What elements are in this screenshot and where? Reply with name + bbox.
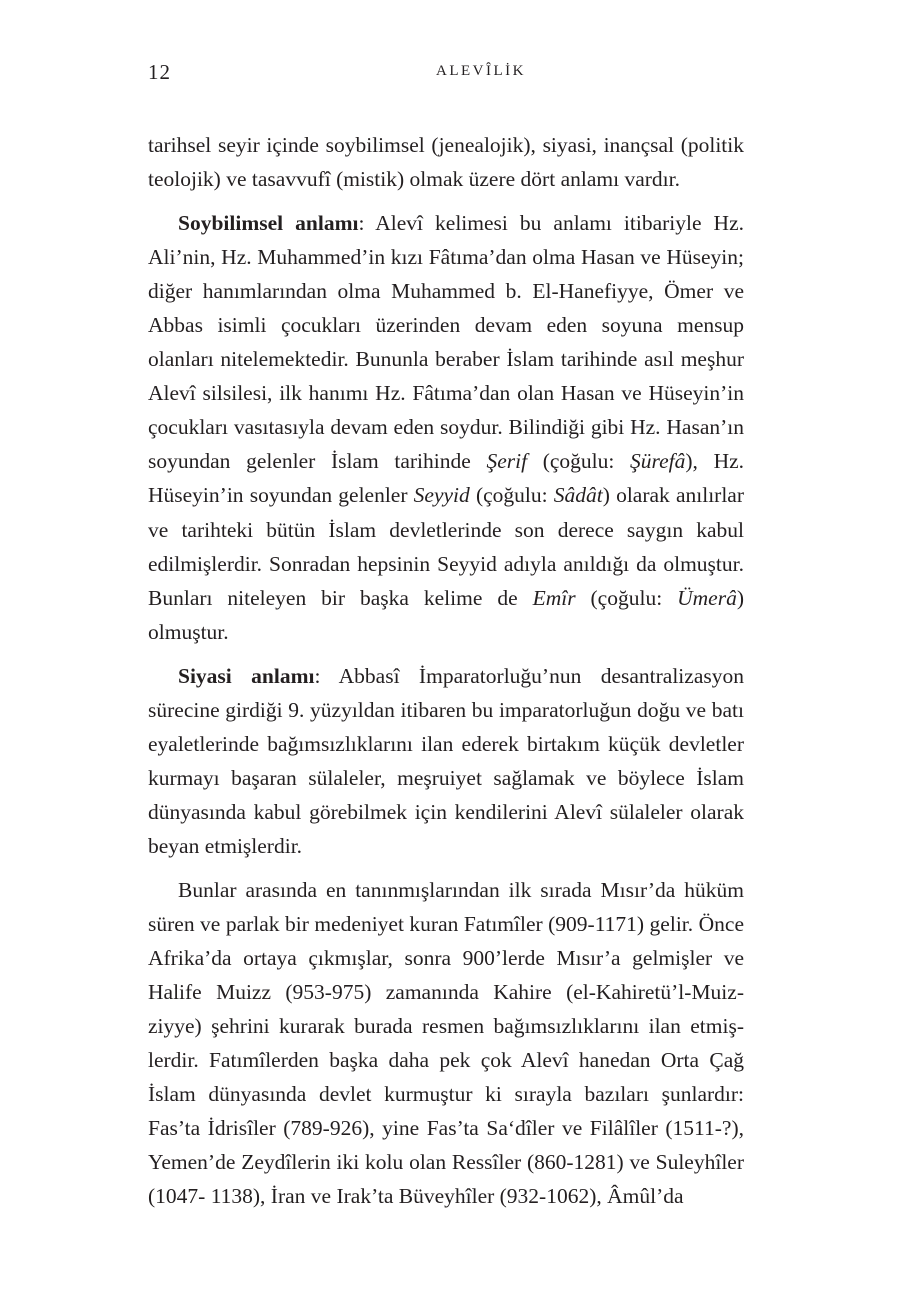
body-text [148, 128, 744, 1223]
page-number: 12 [148, 60, 171, 84]
text-run: : Abbasî İmparatorluğu’nun desantralizasyon sürecine girdiği 9. yüzyıldan itibaren bu imparatorluğun doğu ve batı eyaletlerinde bağımsızlıklarını ilan ederek birtakım küçük devletler kurmayı başaran sülaleler, meşruiyet sağlamak ve böylece İslam dünyasında kabul görebilmek için kendilerini Alevî sülaleler olarak beyan etmişlerdir. [148, 663, 744, 858]
text-run: tarihsel seyir içinde soybilimsel (jenealojik), siyasi, inançsal (politik teolojik) ve tasavvufî (mistik) olmak üzere dört anlamı vardır. [148, 133, 744, 192]
italic-term: Şerif [486, 449, 528, 474]
text-run: ) olarak anılırlar ve tarihteki bütün İslam devletlerinde son derece saygın kabul edilmişlerdir. Sonradan hepsinin Seyyid adıyla anıldığı da olmuştur. Bunları niteleyen bir başka kelime de [148, 483, 744, 610]
italic-term: Sâdât [553, 483, 603, 508]
italic-term: Ümerâ [677, 585, 737, 610]
text-run: (çoğulu: [575, 585, 678, 610]
paragraph-lead: Soybilimsel anlamı [178, 211, 359, 236]
paragraph [148, 873, 744, 1213]
paragraph [148, 206, 744, 649]
running-header [148, 60, 744, 88]
text-run: ) olmuştur. [148, 585, 745, 644]
italic-term: Emîr [532, 585, 576, 610]
italic-term: Seyyid [413, 483, 470, 508]
text-run: Bunlar arasında en tanınmışlarından ilk sırada Mısır’da hüküm süren ve parlak bir medeniyet kuran Fatımîler (909-1171) gelir. Önce Afrika’da ortaya çıkmışlar, sonra 900’lerde Mısır’a gelmişler ve Halife Muizz (953-975) zamanında Kahire (el-Kahiretü’l-Muizziyye) şehrini kurarak burada resmen bağımsızlıklarını ilan etmişlerdir. Fatımîlerden başka daha pek çok Alevî hanedan Orta Çağ İslam dünyasında devlet kurmuştur ki sırayla bazıları şunlardır: Fas’ta İdrisîler (789-926), yine Fas’ta Sa‘dîler ve Filâlîler (1511-?), Yemen’de Zeydîlerin iki kolu olan Ressîler (860-1281) ve Suleyhîler (1047- 1138), İran ve Irak’ta Büveyhîler (932-1062), Âmûl’da [148, 877, 744, 1209]
paragraph-lead: Siyasi anlamı [178, 663, 315, 688]
paragraph [148, 128, 744, 196]
text-run: (çoğulu: [469, 483, 554, 508]
text-run: : Alevî kelimesi bu anlamı itibariyle Hz. Ali’nin, Hz. Muhammed’in kızı Fâtıma’dan olma Hasan ve Hüseyin; diğer hanımlarından olma Muhammed b. El-Hanefiyye, Ömer ve Abbas isimli çocukları üzerinden devam eden soyuna mensup olanları nitelemektedir. Bununla beraber İslam tarihinde asıl meşhur Alevî silsilesi, ilk hanımı Hz. Fâtıma’dan olan Hasan ve Hüseyin’in çocukları vasıtasıyla devam eden soydur. Bilindiği gibi Hz. Hasan’ın soyundan gelenler İslam tarihinde [148, 211, 744, 474]
italic-term: Şürefâ [630, 449, 686, 474]
paragraph [148, 659, 744, 863]
text-run: ), Hz. Hüseyin’in soyundan gelenler [148, 449, 745, 508]
text-run: (çoğulu: [527, 449, 631, 474]
running-title: ALEVÎLİK [436, 63, 526, 79]
